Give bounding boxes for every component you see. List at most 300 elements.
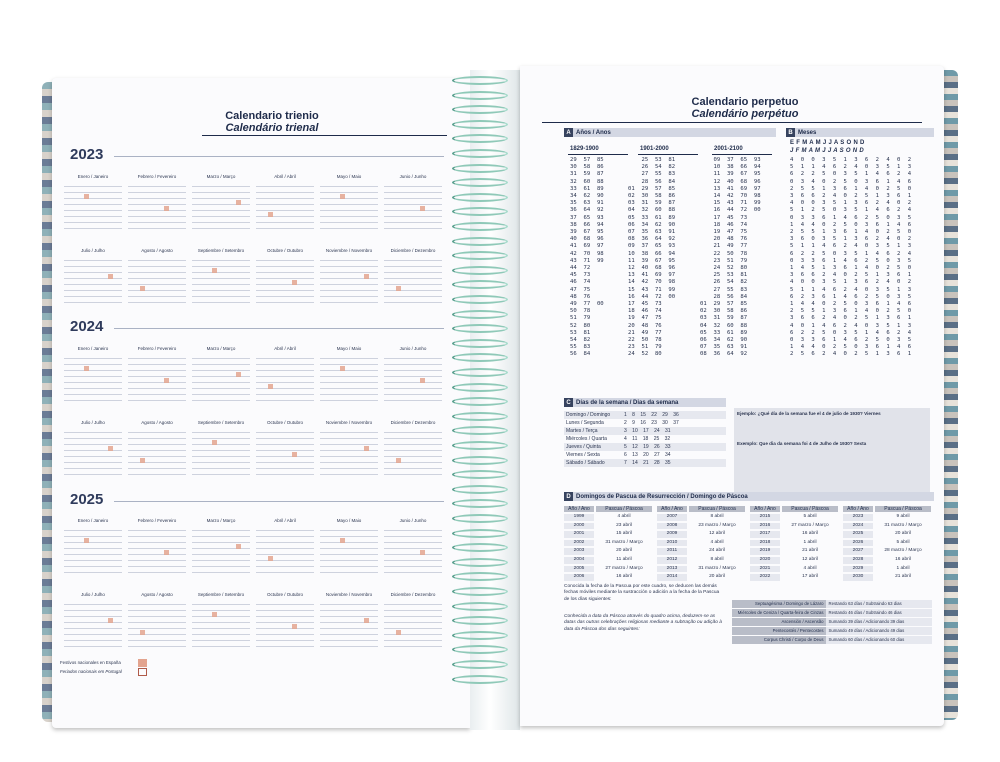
- month-calendar: [256, 420, 314, 490]
- easter-note-pt: Conhecida a data da Páscoa através do quadro acima, deduzem-se as datas das outras celebrações religiosas mediante a subtração ou adição à data da Páscoa dos dias seguintes:: [564, 614, 722, 632]
- month-day-grid: [320, 353, 378, 401]
- easter-year-header: Año / Ano: [657, 506, 687, 512]
- month-calendar: [128, 174, 186, 244]
- movable-feast-row: [732, 609, 932, 617]
- month-name: Octubre / Outubro: [266, 592, 304, 597]
- month-day-grid: [256, 599, 314, 647]
- month-name: Febrero / Fevereiro: [137, 346, 177, 351]
- example-title-pt: Exemplo: Que dia da semana foi 4 de Julho de 1930? Sexta: [737, 441, 867, 446]
- month-day-grid: [128, 525, 186, 573]
- month-name: Julio / Julho: [81, 420, 105, 425]
- month-calendar: [320, 592, 378, 662]
- holiday-marker: [420, 378, 425, 383]
- month-calendar: [128, 592, 186, 662]
- legend-spain: Festivos nacionales en España: [60, 660, 121, 665]
- spiral-ring: [452, 91, 508, 100]
- spiral-ring: [452, 456, 508, 465]
- easter-year: 2004: [564, 557, 594, 564]
- spiral-ring: [452, 193, 508, 202]
- weekday-row: [564, 427, 726, 435]
- easter-date: 1 abril: [803, 539, 817, 545]
- month-name: Octubre / Outubro: [266, 248, 304, 253]
- holiday-marker: [340, 366, 345, 371]
- example-title: Ejemplo: ¿Qué día de la semana fue el 4 de julio de 1930? Viernes: [737, 411, 881, 416]
- feast-name: Septuagésima / Domingo de Lázaro: [732, 600, 826, 608]
- easter-note: Conocida la fecha de la Pascua por este cuadro, se deducen las demás fechas móviles mediante la sustracción o adición a la fecha de la Pascua de los días siguientes:: [564, 584, 720, 602]
- month-calendar: [384, 420, 442, 490]
- weekday-name: Jueves / Quinta: [566, 444, 601, 450]
- spiral-ring: [452, 76, 508, 85]
- easter-date: 21 abril: [895, 574, 911, 580]
- month-name: Septiembre / Setembro: [197, 592, 245, 597]
- easter-date-header: Pascua / Páscoa: [689, 506, 745, 512]
- feast-rule: Restando 46 días / Subtraindo 46 dias: [826, 609, 932, 617]
- month-name: Abril / Abril: [274, 518, 296, 523]
- easter-date: 20 abril: [709, 574, 725, 580]
- years-table-1829: 29 57 85 30 58 86 31 59 87 32 60 88 33 61 89 34 62 90 35 63 91 36 64 92 37 65 93 38 66 94 39 67 95 40 68 96 41 69 97 42 70 98 43 71 99 44 72 45 73 46 74 47 75 48 76 49 77 00 50 78 51 79 52 80 53 81 54 82 55 83 56 84: [570, 157, 604, 358]
- month-day-grid: [320, 255, 378, 303]
- year-label: 2025: [70, 491, 104, 508]
- month-calendar: [64, 248, 122, 318]
- holiday-marker: [84, 538, 89, 543]
- holiday-marker: [212, 612, 217, 617]
- easter-date: 31 marzo / Março: [884, 522, 922, 528]
- month-calendar: [384, 346, 442, 416]
- spiral-ring: [452, 149, 508, 158]
- easter-year: 2006: [564, 574, 594, 581]
- month-name: Enero / Janeiro: [77, 518, 109, 523]
- easter-year: 2009: [657, 531, 687, 538]
- month-calendar: [192, 346, 250, 416]
- weekday-row: [564, 451, 726, 459]
- title-rule: [202, 135, 447, 136]
- weekday-name: Sábado / Sábado: [566, 460, 605, 466]
- section-letter: D: [564, 492, 573, 501]
- book-edge-right: [944, 70, 958, 720]
- movable-feast-row: [732, 636, 932, 644]
- month-calendar: [192, 518, 250, 588]
- holiday-marker: [420, 206, 425, 211]
- holiday-marker: [364, 618, 369, 623]
- month-name: Mayo / Maio: [336, 174, 362, 179]
- weekday-row: [564, 419, 726, 427]
- month-day-grid: [256, 255, 314, 303]
- weekday-numbers: 1 8 15 22 29 36: [624, 412, 679, 418]
- easter-date: 8 abril: [710, 557, 724, 562]
- spiral-ring: [452, 514, 508, 523]
- feast-name: Pentecostés / Pentecostes: [732, 627, 826, 635]
- spiral-ring: [452, 412, 508, 421]
- title-rule: [542, 122, 922, 123]
- easter-year: 2003: [564, 548, 594, 555]
- month-day-grid: [256, 353, 314, 401]
- month-day-grid: [64, 353, 122, 401]
- feast-rule: Sumando 60 días / Adicionando 60 dias: [826, 636, 932, 644]
- month-calendar: [256, 248, 314, 318]
- easter-date-header: Pascua / Páscoa: [596, 506, 652, 512]
- month-name: Julio / Julho: [81, 592, 105, 597]
- month-day-grid: [128, 599, 186, 647]
- spiral-ring: [452, 660, 508, 669]
- page-title: Calendario perpetuo: [691, 96, 799, 108]
- weekday-row: [564, 459, 726, 467]
- easter-year: 2016: [750, 523, 780, 530]
- month-calendar: [192, 420, 250, 490]
- spiral-ring: [452, 237, 508, 246]
- easter-year: 2029: [843, 566, 873, 573]
- month-name: Marzo / Março: [206, 518, 236, 523]
- year-rule: [114, 501, 444, 502]
- easter-date: 24 abril: [709, 548, 725, 554]
- holiday-marker: [236, 200, 241, 205]
- spiral-ring: [452, 587, 508, 596]
- month-name: Febrero / Fevereiro: [137, 174, 177, 179]
- month-day-grid: [192, 427, 250, 475]
- easter-date: 23 marzo / Março: [698, 522, 736, 528]
- month-day-grid: [384, 599, 442, 647]
- easter-year: 2027: [843, 548, 873, 555]
- month-calendar: [64, 420, 122, 490]
- month-day-grid: [128, 181, 186, 229]
- month-day-grid: [256, 427, 314, 475]
- easter-year: 2011: [657, 548, 687, 555]
- month-name: Noviembre / Novembro: [325, 592, 373, 597]
- month-calendar: [384, 248, 442, 318]
- spiral-ring: [452, 368, 508, 377]
- easter-date: 23 abril: [616, 522, 632, 528]
- month-calendar: [384, 592, 442, 662]
- month-name: Diciembre / Dezembro: [390, 592, 436, 597]
- easter-date: 15 abril: [616, 531, 632, 537]
- month-name: Abril / Abril: [274, 174, 296, 179]
- month-name: Septiembre / Setembro: [197, 248, 245, 253]
- easter-date: 16 abril: [616, 574, 632, 580]
- easter-year: 2005: [564, 566, 594, 573]
- month-name: Agosto / Agosto: [141, 248, 173, 253]
- month-day-grid: [320, 427, 378, 475]
- month-calendar: [192, 248, 250, 318]
- easter-year: 2028: [843, 557, 873, 564]
- easter-date: 1 abril: [896, 565, 910, 571]
- year-rule: [114, 156, 444, 157]
- month-name: Noviembre / Novembro: [325, 248, 373, 253]
- holiday-marker: [108, 274, 113, 279]
- month-day-grid: [64, 181, 122, 229]
- movable-feast-row: [732, 627, 932, 635]
- month-name: Marzo / Março: [206, 346, 236, 351]
- book-edge-left: [42, 82, 52, 722]
- holiday-marker: [84, 366, 89, 371]
- easter-year-header: Año / Ano: [564, 506, 594, 512]
- spiral-ring: [452, 675, 508, 684]
- month-name: Mayo / Maio: [336, 346, 362, 351]
- movable-feast-row: [732, 618, 932, 626]
- holiday-marker: [268, 384, 273, 389]
- holiday-marker: [364, 274, 369, 279]
- month-calendar: [64, 518, 122, 588]
- month-name: Enero / Janeiro: [77, 174, 109, 179]
- section-years-header: A Años / Anos: [564, 128, 776, 137]
- easter-year: 2022: [750, 574, 780, 581]
- easter-date: 28 marzo / Março: [884, 548, 922, 554]
- weekday-row: [564, 435, 726, 443]
- month-day-grid: [64, 525, 122, 573]
- holiday-marker: [140, 286, 145, 291]
- feast-name: Ascensión / Ascensão: [732, 618, 826, 626]
- years-table-2001: 09 37 65 93 10 38 66 94 11 39 67 95 12 40 68 96 13 41 69 97 14 42 70 98 15 43 71 99 16 44 72 00 17 45 73 18 46 74 19 47 75 20 48 76 21 49 77 22 50 78 23 51 79 24 52 80 25 53 81 26 54 82 27 55 83 28 56 84 01 29 57 85 02 30 58 86 03 31 59 87 04 32 60 88 05 33 61 89 06 34 62 90 07 35 63 91 08 36 64 92: [700, 157, 761, 358]
- page-title: Calendario trienio: [225, 110, 319, 122]
- month-day-grid: [64, 427, 122, 475]
- spiral-ring: [452, 295, 508, 304]
- easter-year: 2008: [657, 523, 687, 530]
- month-calendar: [320, 248, 378, 318]
- holiday-marker: [364, 446, 369, 451]
- holiday-marker: [108, 446, 113, 451]
- right-page: [520, 66, 944, 726]
- holiday-marker: [292, 624, 297, 629]
- holiday-marker: [268, 212, 273, 217]
- easter-date: 27 marzo / Março: [605, 565, 643, 571]
- easter-date: 4 abril: [803, 565, 817, 571]
- weekday-row: [564, 443, 726, 451]
- month-day-grid: [320, 181, 378, 229]
- month-day-grid: [384, 525, 442, 573]
- month-day-grid: [128, 427, 186, 475]
- month-day-grid: [192, 181, 250, 229]
- left-page: [52, 78, 470, 728]
- month-calendar: [384, 518, 442, 588]
- easter-year: 2012: [657, 557, 687, 564]
- easter-year: 2015: [750, 514, 780, 521]
- month-name: Agosto / Agosto: [141, 592, 173, 597]
- section-letter: B: [786, 128, 795, 137]
- easter-year: 2000: [564, 523, 594, 530]
- spiral-ring: [452, 485, 508, 494]
- easter-year: 2024: [843, 523, 873, 530]
- years-table-1901: 25 53 81 26 54 82 27 55 83 28 56 84 01 29 57 85 02 30 58 86 03 31 59 87 04 32 60 88 05 33 61 89 06 34 62 90 07 35 63 91 08 36 64 92 09 37 65 93 10 38 66 94 11 39 67 95 12 40 68 96 13 41 69 97 14 42 70 98 15 43 71 99 16 44 72 00 17 45 73 18 46 74 19 47 75 20 48 76 21 49 77 22 50 78 23 51 79 24 52 80: [628, 157, 676, 358]
- spiral-ring: [452, 339, 508, 348]
- month-name: Septiembre / Setembro: [197, 420, 245, 425]
- weekday-name: Viernes / Sexta: [566, 452, 600, 458]
- section-letter: A: [564, 128, 573, 137]
- month-calendar: [128, 518, 186, 588]
- easter-year: 2014: [657, 574, 687, 581]
- weekday-name: Domingo / Domingo: [566, 412, 611, 418]
- legend-portugal: Feriados nacionais em Portugal: [60, 669, 122, 674]
- holiday-marker: [292, 452, 297, 457]
- easter-date: 5 abril: [896, 539, 910, 545]
- month-day-grid: [384, 427, 442, 475]
- easter-date: 5 abril: [803, 514, 817, 519]
- month-name: Junio / Junho: [399, 518, 427, 523]
- month-calendar: [192, 592, 250, 662]
- easter-date: 31 marzo / Março: [605, 539, 643, 545]
- holiday-marker: [340, 538, 345, 543]
- easter-date: 16 abril: [802, 531, 818, 537]
- weekday-numbers: 7 14 21 28 35: [624, 460, 671, 466]
- easter-year: 1999: [564, 514, 594, 521]
- spiral-ring: [452, 441, 508, 450]
- month-calendar: [256, 592, 314, 662]
- weekday-row: [564, 411, 726, 419]
- feast-rule: Restando 63 días / Subtraindo 63 dias: [826, 600, 932, 608]
- month-calendar: [320, 174, 378, 244]
- section-easter-header: D Domingos de Pascua de Resurrección / Domingo de Páscoa: [564, 492, 934, 501]
- easter-year: 2018: [750, 540, 780, 547]
- month-name: Noviembre / Novembro: [325, 420, 373, 425]
- easter-date: 12 abril: [802, 557, 818, 562]
- year-label: 2024: [70, 318, 104, 335]
- easter-date: 20 abril: [895, 531, 911, 537]
- month-day-grid: [192, 599, 250, 647]
- easter-year: 2002: [564, 540, 594, 547]
- easter-date: 21 abril: [802, 548, 818, 554]
- month-name: Enero / Janeiro: [77, 346, 109, 351]
- holiday-marker: [212, 268, 217, 273]
- months-table: 4 0 0 3 5 1 3 6 2 4 0 2 5 1 1 4 6 2 4 0 3 5 1 3 6 2 2 5 0 3 5 1 4 6 2 4 0 3 4 0 2 5 0 3 6 1 4 6 2 5 5 1 3 6 1 4 0 2 5 0 3 6 6 2 4 0 2 5 1 3 6 1 4 0 0 3 5 1 3 6 2 4 0 2 5 1 2 5 0 3 5 1 4 6 2 4 0 3 3 6 1 4 6 2 5 0 3 5 1 4 4 0 2 5 0 3 6 1 4 6 2 5 5 1 3 6 1 4 0 2 5 0 3 6 0 3 5 1 3 6 2 4 0 2 5 1 1 4 6 2 4 0 3 5 1 3 6 2 2 5 0 3 5 1 4 6 2 4 0 3 3 6 1 4 6 2 5 0 3 5 1 4 5 1 3 6 1 4 0 2 5 0 3 6 6 2 4 0 2 5 1 3 6 1 4 0 0 3 5 1 3 6 2 4 0 2 5 1 1 4 6 2 4 0 3 5 1 3 6 2 3 6 1 4 6 2 5 0 3 5 1 4 4 0 2 5 0 3 6 1 4 6 2 5 5 1 3 6 1 4 0 2 5 0 3 6 6 2 4 0 2 5 1 3 6 1 4 0 1 4 6 2 4 0 3 5 1 3 6 2 2 5 0 3 5 1 4 6 2 4 0 3 3 6 1 4 6 2 5 0 3 5 1 4 4 0 2 5 0 3 6 1 4 6 2 5 6 2 4 0 2 5 1 3 6 1: [790, 157, 912, 358]
- month-day-grid: [192, 255, 250, 303]
- page-subtitle: Calendário trienal: [225, 122, 319, 134]
- weekday-name: Martes / Terça: [566, 428, 598, 434]
- weekday-numbers: 3 10 17 24 31: [624, 428, 671, 434]
- month-name: Febrero / Fevereiro: [137, 518, 177, 523]
- easter-year-header: Año / Ano: [750, 506, 780, 512]
- holiday-marker: [292, 280, 297, 285]
- month-calendar: [192, 174, 250, 244]
- spiral-ring: [452, 120, 508, 129]
- holiday-marker: [140, 458, 145, 463]
- feast-rule: Sumando 39 días / Adicionando 39 dias: [826, 618, 932, 626]
- month-name: Agosto / Agosto: [141, 420, 173, 425]
- movable-feasts: [732, 600, 932, 645]
- easter-year: 2030: [843, 574, 873, 581]
- period-rule: [638, 154, 698, 155]
- section-letter: C: [564, 398, 573, 407]
- month-day-grid: [384, 255, 442, 303]
- month-day-grid: [192, 353, 250, 401]
- spiral-ring: [452, 266, 508, 275]
- period-rule: [568, 154, 628, 155]
- month-calendar: [256, 346, 314, 416]
- holiday-marker: [212, 440, 217, 445]
- month-day-grid: [320, 599, 378, 647]
- example-box: [734, 408, 930, 498]
- month-calendar: [256, 518, 314, 588]
- spiral-ring: [452, 529, 508, 538]
- easter-year: 2019: [750, 548, 780, 555]
- month-name: Junio / Junho: [399, 346, 427, 351]
- holiday-marker: [396, 286, 401, 291]
- holiday-marker: [140, 630, 145, 635]
- year-label: 2023: [70, 146, 104, 163]
- easter-date-header: Pascua / Páscoa: [875, 506, 931, 512]
- easter-year-header: Año / Ano: [843, 506, 873, 512]
- easter-date: 20 abril: [616, 548, 632, 554]
- spiral-ring: [452, 631, 508, 640]
- easter-date: 16 abril: [895, 557, 911, 562]
- holiday-marker: [396, 458, 401, 463]
- month-calendar: [384, 174, 442, 244]
- holiday-marker: [164, 378, 169, 383]
- month-name: Octubre / Outubro: [266, 420, 304, 425]
- month-calendar: [320, 420, 378, 490]
- period-rule: [712, 154, 772, 155]
- month-day-grid: [64, 599, 122, 647]
- period-header: 2001-2100: [714, 146, 743, 152]
- month-calendar: [128, 248, 186, 318]
- month-calendar: [64, 174, 122, 244]
- easter-year: 2020: [750, 557, 780, 564]
- weekday-numbers: 6 13 20 27 34: [624, 452, 671, 458]
- easter-date: 8 abril: [710, 514, 724, 519]
- easter-year: 2021: [750, 566, 780, 573]
- spiral-ring: [452, 222, 508, 231]
- easter-year: 2026: [843, 540, 873, 547]
- section-months-header: B Meses: [786, 128, 934, 137]
- month-calendar: [256, 174, 314, 244]
- feast-name: Corpus Christi / Corpo de Deus: [732, 636, 826, 644]
- month-calendar: [64, 346, 122, 416]
- easter-date: 11 abril: [616, 557, 632, 562]
- weekday-numbers: 5 12 19 26 33: [624, 444, 671, 450]
- month-calendar: [128, 346, 186, 416]
- easter-year: 2023: [843, 514, 873, 521]
- movable-feast-row: [732, 600, 932, 608]
- easter-date: 27 marzo / Março: [791, 522, 829, 528]
- easter-year: 2017: [750, 531, 780, 538]
- easter-date: 9 abril: [896, 514, 910, 519]
- month-day-grid: [256, 181, 314, 229]
- legend-swatch-portugal: [138, 668, 147, 676]
- month-calendar: [320, 346, 378, 416]
- weekday-numbers: 4 11 18 25 32: [624, 436, 671, 442]
- month-name: Diciembre / Dezembro: [390, 248, 436, 253]
- month-day-grid: [320, 525, 378, 573]
- easter-year: 2010: [657, 540, 687, 547]
- month-name: Junio / Junho: [399, 174, 427, 179]
- holiday-marker: [84, 194, 89, 199]
- month-day-grid: [64, 255, 122, 303]
- feast-name: Miércoles de Ceniza / Quarta-feira de Cinzas: [732, 609, 826, 617]
- page-subtitle: Calendário perpétuo: [691, 108, 799, 120]
- holiday-marker: [396, 630, 401, 635]
- holiday-marker: [164, 206, 169, 211]
- holiday-marker: [268, 556, 273, 561]
- month-name: Diciembre / Dezembro: [390, 420, 436, 425]
- easter-date: 31 marzo / Março: [698, 565, 736, 571]
- easter-year: 2025: [843, 531, 873, 538]
- easter-year: 2001: [564, 531, 594, 538]
- weekday-name: Miércoles / Quarta: [566, 436, 607, 442]
- weekday-name: Lunes / Segunda: [566, 420, 604, 426]
- easter-year: 2007: [657, 514, 687, 521]
- month-day-grid: [128, 255, 186, 303]
- month-day-grid: [128, 353, 186, 401]
- easter-date-header: Pascua / Páscoa: [782, 506, 838, 512]
- month-calendar: [128, 420, 186, 490]
- month-name: Abril / Abril: [274, 346, 296, 351]
- period-header: 1901-2000: [640, 146, 669, 152]
- holiday-marker: [164, 550, 169, 555]
- months-header-es: E F M A M J J A S O N D: [790, 140, 865, 146]
- spiral-ring: [452, 164, 508, 173]
- holiday-marker: [236, 372, 241, 377]
- holiday-marker: [108, 618, 113, 623]
- months-header-pt: J F M A M J J A S O N D: [790, 148, 865, 154]
- spiral-ring: [452, 558, 508, 567]
- holiday-marker: [420, 550, 425, 555]
- weekday-numbers: 2 9 16 23 30 37: [624, 420, 679, 426]
